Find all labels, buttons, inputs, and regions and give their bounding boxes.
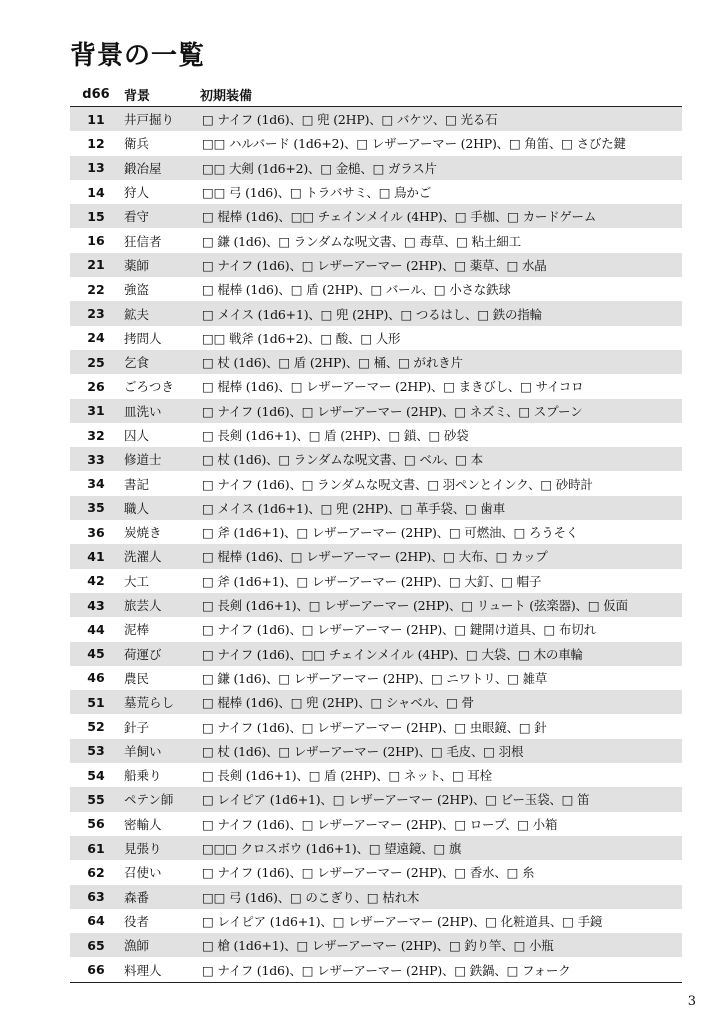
- table-row: [70, 326, 682, 350]
- roll-cell: 45: [70, 642, 122, 666]
- roll-cell: 12: [87, 135, 105, 151]
- table-row: [70, 739, 682, 763]
- roll-cell: 35: [70, 496, 122, 520]
- equipment-cell: □ ナイフ (1d6)、□ ランダムな呪文書、□ 羽ペンとインク、□ 砂時計: [202, 476, 593, 492]
- background-cell: 旅芸人: [122, 593, 200, 617]
- equipment-cell: □ メイス (1d6+1)、□ 兜 (2HP)、□ つるはし、□ 鉄の指輪: [200, 301, 682, 325]
- background-cell: 炭焼き: [124, 525, 162, 541]
- table-row: [70, 787, 682, 811]
- equipment-cell: □ 棍棒 (1d6)、□ 兜 (2HP)、□ シャベル、□ 骨: [200, 690, 682, 714]
- table-row: [70, 107, 682, 132]
- background-cell: 召使い: [124, 865, 162, 881]
- background-cell: 強盗: [124, 282, 150, 298]
- roll-cell: 14: [87, 184, 105, 200]
- table-row: [70, 569, 682, 593]
- table-row: [70, 228, 682, 252]
- roll-cell: 23: [70, 301, 122, 325]
- equipment-cell: □ 杖 (1d6)、□ ランダムな呪文書、□ ベル、□ 本: [200, 447, 682, 471]
- roll-cell: 16: [87, 233, 105, 249]
- page-number: 3: [687, 994, 696, 1009]
- background-cell: 料理人: [122, 957, 200, 982]
- roll-cell: 55: [70, 787, 122, 811]
- table-row: [70, 423, 682, 447]
- background-cell: 囚人: [124, 428, 150, 443]
- equipment-cell: □ 鎌 (1d6)、□ レザーアーマー (2HP)、□ ニワトリ、□ 雑草: [202, 670, 548, 686]
- equipment-cell: □ 杖 (1d6)、□ 盾 (2HP)、□ 桶、□ がれき片: [200, 350, 682, 374]
- table-row: [70, 447, 682, 471]
- table-row: [70, 763, 682, 787]
- roll-cell: 63: [70, 885, 122, 909]
- equipment-cell: □□□ クロスボウ (1d6+1)、□ 望遠鏡、□ 旗: [200, 836, 682, 860]
- equipment-cell: □ 槍 (1d6+1)、□ レザーアーマー (2HP)、□ 釣り竿、□ 小瓶: [200, 933, 682, 957]
- equipment-cell: □ ナイフ (1d6)、□ レザーアーマー (2HP)、□ ネズミ、□ スプーン: [200, 399, 682, 423]
- background-cell: 漁師: [122, 933, 200, 957]
- table-header-row: [70, 82, 682, 107]
- roll-cell: 15: [70, 204, 122, 228]
- equipment-cell: □ ナイフ (1d6)、□ レザーアーマー (2HP)、□ 虫眼鏡、□ 針: [202, 719, 547, 735]
- background-cell: 衛兵: [124, 136, 150, 152]
- background-cell: 農民: [124, 670, 150, 686]
- table-row: [70, 617, 682, 641]
- roll-cell: 66: [70, 957, 122, 982]
- table-row: [70, 277, 682, 301]
- roll-cell: 43: [70, 593, 122, 617]
- roll-cell: 24: [87, 330, 105, 346]
- background-cell: 泥棒: [124, 622, 150, 638]
- equipment-cell: □□ 戦斧 (1d6+2)、□ 酸、□ 人形: [202, 330, 401, 346]
- equipment-cell: □ 棍棒 (1d6)、□ レザーアーマー (2HP)、□ 大布、□ カップ: [200, 544, 682, 568]
- table-row: [70, 885, 682, 909]
- equipment-cell: □ ナイフ (1d6)、□□ チェインメイル (4HP)、□ 大袋、□ 木の車輪: [200, 642, 682, 666]
- equipment-cell: □ ナイフ (1d6)、□ レザーアーマー (2HP)、□ ロープ、□ 小箱: [202, 816, 558, 832]
- background-cell: 船乗り: [124, 768, 162, 784]
- table-row: [70, 399, 682, 423]
- equipment-cell: □ 斧 (1d6+1)、□ レザーアーマー (2HP)、□ 可燃油、□ ろうそく: [202, 525, 579, 541]
- table-row: [70, 544, 682, 568]
- roll-cell: 52: [87, 719, 105, 735]
- background-cell: 荷運び: [122, 642, 200, 666]
- background-cell: 鉱夫: [122, 301, 200, 325]
- equipment-cell: □□ 弓 (1d6)、□ のこぎり、□ 枯れ木: [200, 885, 682, 909]
- roll-cell: 53: [70, 739, 122, 763]
- equipment-cell: □ ナイフ (1d6)、□ レザーアーマー (2HP)、□ 鉄鍋、□ フォーク: [200, 957, 682, 982]
- background-cell: 森番: [122, 885, 200, 909]
- equipment-cell: □ ナイフ (1d6)、□ レザーアーマー (2HP)、□ 鍵開け道具、□ 布切れ: [202, 622, 596, 638]
- table-row: [70, 131, 682, 155]
- equipment-cell: □ 鎌 (1d6)、□ ランダムな呪文書、□ 毒草、□ 粘土細工: [202, 233, 521, 249]
- roll-cell: 42: [87, 573, 105, 589]
- equipment-cell: □ 長剣 (1d6+1)、□ 盾 (2HP)、□ ネット、□ 耳栓: [202, 768, 492, 784]
- background-cell: 看守: [122, 204, 200, 228]
- roll-cell: 46: [87, 670, 105, 686]
- background-cell: 密輸人: [124, 816, 162, 832]
- table-row: [70, 666, 682, 690]
- table-row: [70, 496, 682, 520]
- table-row: [70, 374, 682, 398]
- roll-cell: 26: [87, 378, 105, 394]
- roll-cell: 25: [70, 350, 122, 374]
- equipment-cell: □ ナイフ (1d6)、□ 兜 (2HP)、□ バケツ、□ 光る石: [200, 107, 682, 132]
- roll-cell: 22: [87, 281, 105, 297]
- table-row: [70, 690, 682, 714]
- table-row: [70, 204, 682, 228]
- background-cell: 大工: [124, 573, 150, 589]
- roll-cell: 62: [87, 864, 105, 880]
- background-cell: 皿洗い: [122, 399, 200, 423]
- page-title: 背景の一覧: [70, 41, 206, 71]
- background-table: [70, 82, 682, 983]
- header-background: 背景: [122, 82, 200, 107]
- table-row: [70, 253, 682, 277]
- equipment-cell: □ ナイフ (1d6)、□ レザーアーマー (2HP)、□ 香水、□ 糸: [202, 865, 535, 881]
- roll-cell: 51: [70, 690, 122, 714]
- table-row: [70, 933, 682, 957]
- roll-cell: 41: [70, 544, 122, 568]
- table-row: [70, 714, 682, 738]
- equipment-cell: □□ 大剣 (1d6+2)、□ 金槌、□ ガラス片: [200, 156, 682, 180]
- roll-cell: 44: [87, 621, 105, 637]
- background-cell: 役者: [124, 913, 150, 929]
- table-row: [70, 350, 682, 374]
- table-row: [70, 909, 682, 933]
- equipment-cell: □ 長剣 (1d6+1)、□ レザーアーマー (2HP)、□ リュート (弦楽器)、□ 仮面: [200, 593, 682, 617]
- table-row: [70, 642, 682, 666]
- table-row: [70, 156, 682, 180]
- table-row: [70, 957, 682, 982]
- table-row: [70, 812, 682, 836]
- roll-cell: 32: [87, 427, 105, 443]
- roll-cell: 21: [70, 253, 122, 277]
- roll-cell: 34: [87, 476, 105, 492]
- table-row: [70, 520, 682, 544]
- background-cell: 針子: [124, 719, 150, 735]
- background-cell: 乞食: [122, 350, 200, 374]
- roll-cell: 61: [70, 836, 122, 860]
- equipment-cell: □□ ハルバード (1d6+2)、□ レザーアーマー (2HP)、□ 角笛、□ さびた鍵: [202, 136, 626, 152]
- background-cell: ペテン師: [122, 787, 200, 811]
- background-cell: 拷問人: [124, 330, 162, 346]
- equipment-cell: □ レイピア (1d6+1)、□ レザーアーマー (2HP)、□ ビー玉袋、□ 笛: [200, 787, 682, 811]
- background-cell: 墓荒らし: [122, 690, 200, 714]
- background-cell: 羊飼い: [122, 739, 200, 763]
- equipment-cell: □ 棍棒 (1d6)、□ 盾 (2HP)、□ バール、□ 小さな鉄球: [202, 282, 511, 298]
- roll-cell: 31: [70, 399, 122, 423]
- table-row: [70, 860, 682, 884]
- equipment-cell: □ メイス (1d6+1)、□ 兜 (2HP)、□ 革手袋、□ 歯車: [200, 496, 682, 520]
- equipment-cell: □ 杖 (1d6)、□ レザーアーマー (2HP)、□ 毛皮、□ 羽根: [200, 739, 682, 763]
- table-row: [70, 301, 682, 325]
- table-row: [70, 471, 682, 495]
- table-row: [70, 180, 682, 204]
- roll-cell: 36: [87, 524, 105, 540]
- roll-cell: 54: [87, 767, 105, 783]
- header-equipment: 初期装備: [200, 82, 682, 107]
- roll-cell: 56: [87, 816, 105, 832]
- equipment-cell: □ 斧 (1d6+1)、□ レザーアーマー (2HP)、□ 大釘、□ 帽子: [202, 573, 542, 589]
- roll-cell: 11: [70, 107, 122, 132]
- header-roll: d66: [70, 82, 122, 107]
- background-cell: 書記: [124, 476, 150, 492]
- background-cell: ごろつき: [124, 379, 174, 395]
- equipment-cell: □□ 弓 (1d6)、□ トラバサミ、□ 鳥かご: [202, 185, 431, 201]
- roll-cell: 33: [70, 447, 122, 471]
- table-row: [70, 593, 682, 617]
- background-cell: 鍛冶屋: [122, 156, 200, 180]
- equipment-cell: □ 棍棒 (1d6)、□□ チェインメイル (4HP)、□ 手枷、□ カードゲーム: [200, 204, 682, 228]
- background-cell: 職人: [122, 496, 200, 520]
- equipment-cell: □ レイピア (1d6+1)、□ レザーアーマー (2HP)、□ 化粧道具、□ 手鏡: [202, 913, 603, 929]
- roll-cell: 64: [87, 913, 105, 929]
- background-cell: 薬師: [122, 253, 200, 277]
- equipment-cell: □ 長剣 (1d6+1)、□ 盾 (2HP)、□ 鎖、□ 砂袋: [202, 428, 469, 443]
- background-cell: 狂信者: [124, 233, 162, 249]
- background-cell: 狩人: [124, 185, 150, 201]
- background-cell: 井戸掘り: [122, 107, 200, 132]
- background-cell: 修道士: [122, 447, 200, 471]
- equipment-cell: □ ナイフ (1d6)、□ レザーアーマー (2HP)、□ 薬草、□ 水晶: [200, 253, 682, 277]
- equipment-cell: □ 棍棒 (1d6)、□ レザーアーマー (2HP)、□ まきびし、□ サイコロ: [202, 379, 584, 395]
- roll-cell: 13: [70, 156, 122, 180]
- table-row: [70, 836, 682, 860]
- background-cell: 洗濯人: [122, 544, 200, 568]
- background-cell: 見張り: [122, 836, 200, 860]
- roll-cell: 65: [70, 933, 122, 957]
